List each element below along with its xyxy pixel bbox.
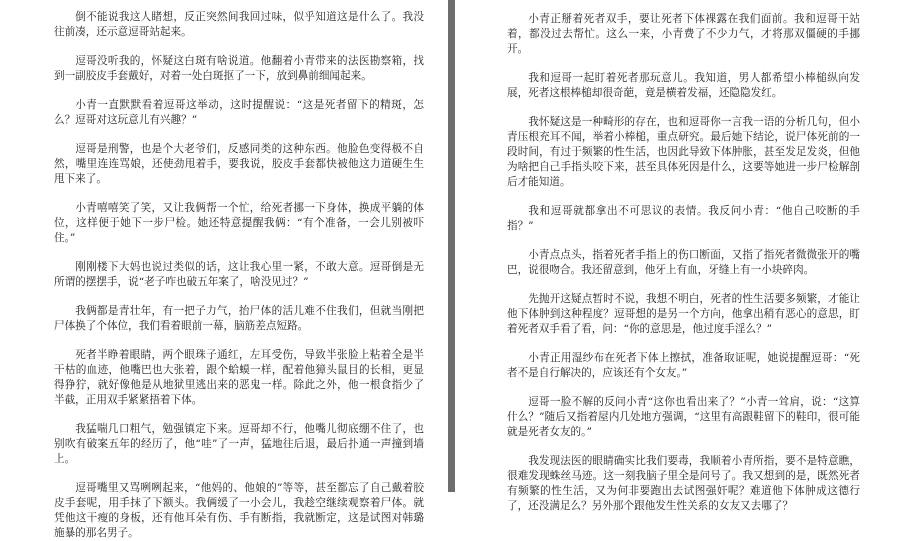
paragraph: 我和逗哥一起盯着死者那玩意儿。我知道，男人都希望小棒槌纵向发展，死者这根棒槌却很奇葩，竟是横着发福，还隐隐发红。 [507, 72, 860, 99]
paragraph: 刚刚楼下大妈也说过类似的话，这让我心里一紧，不敢大意。逗哥倒是无所谓的摆摆手，说“老子咋也破五年案了，啥没见过？” [54, 261, 424, 288]
right-page [455, 0, 900, 512]
paragraph: 小青点点头，指着死者手指上的伤口断面，又指了指死者微微张开的嘴巴，说很吻合。我还留意到，他牙上有血，牙缝上有一小块碎肉。 [507, 249, 860, 276]
paragraph: 我猛喘几口粗气，勉强镇定下来。逗哥却不行，他嘴儿彻底绷不住了，也别吹有破案五年的经历了，他“哇”了一声，猛地往后退，最后扑通一声撞到墙上。 [54, 423, 424, 465]
paragraph: 小青一直默默看着逗哥这举动，这时提醒说：“这是死者留下的精斑，怎么？逗哥对这玩意儿有兴趣？” [54, 99, 424, 126]
paragraph: 逗哥一脸不解的反问小青“这你也看出来了？”小青一耸肩，说：“这算什么？”随后又指着屋内几处地方强调，“这里有高跟鞋留下的鞋印，很可能就是死者女友的。” [507, 396, 860, 438]
paragraph: 小青嘻嘻笑了笑，又让我俩帮一个忙，给死者挪一下身体，换成平躺的体位，这样便于她下一步尸检。她还特意提醒我俩：“有个准备，一会儿别被吓住。” [54, 202, 424, 244]
paragraph: 先抛开这疑点暂时不说，我想不明白，死者的性生活要多频繁，才能让他下体肿到这种程度？逗哥想的是另一个方向，他拿出稍有恶心的意思，盯着死者双手看了看，问：“你的意思是，他过度手淫么？” [507, 293, 860, 335]
paragraph: 倒不能说我这人睹想，反正突然间我回过味，似乎知道这是什么了。我没往前凑，还示意逗哥站起来。 [54, 11, 424, 38]
paragraph: 我怀疑这是一种畸形的存在，也和逗哥你一言我一语的分析几句，但小青压根充耳不闻，举着小棒槌，重点研究。最后她下结论，说尸体死前的一段时间，有过于频繁的性生活，也因此导致下体肿胀，甚至发足发炎，但他为啥把自己手指头咬下来，甚至具体死因是什么，这要等她进一步尸检解剖后才能知道。 [507, 116, 860, 188]
paragraph: 逗哥没听我的，怀疑这白斑有啥说道。他翻着小青带来的法医勘察箱，找到一副胶皮手套戴好，对着一处白斑抠了一下，放到鼻前细闻起来。 [54, 55, 424, 82]
paragraph: 死者半睁着眼睛，两个眼珠子通红，左耳受伤，导致半张脸上粘着全是半干枯的血迹，他嘴巴也大张着，跟个蛤蟆一样，配着他獐头鼠目的长相，更显得狰狞，就好像他是从地狱里逃出来的恶鬼一样。除此之外，他一根食指少了半截，正用双手紧紧捂着下体。 [54, 349, 424, 406]
paragraph: 我俩都是青壮年，有一把子力气，抬尸体的活儿难不住我们，但就当刚把尸体换了个体位，我们看着眼前一幕，脑筋差点短路。 [54, 305, 424, 332]
paragraph: 我发现法医的眼睛确实比我们要毒，我顺着小青所指，要不是特意瞧，很难发现蛛丝马迹。这一刻我脑子里全是问号了。我又想到的是，既然死者有频繁的性生活，又为何非要跑出去试图强奸呢？难道他下体肿成这德行了，还没满足么？另外那个跟他发生性关系的女友又去哪了？ [507, 455, 860, 512]
paragraph: 小青正用湿纱布在死者下体上擦拭，准备取证呢，她说提醒逗哥：“死者不是自行解决的，应该还有个女友。” [507, 352, 860, 379]
page-divider [448, 0, 455, 492]
paragraph: 逗哥嘴里又骂咧咧起来，“他妈的、他娘的”等等，甚至都忘了自己戴着胶皮手套呢，用手抹了下额头。我俩缓了一小会儿，我趁空继续观察着尸体。就凭他这干瘦的身板，还有他耳朵有伤、手有断指，我就断定，这是试图对韩璐施暴的那名男子。 [54, 482, 424, 539]
paragraph: 逗哥是刑警，也是个大老爷们，反感同类的这种东西。他脸色变得极不自然，嘴里连连骂娘，还使劲甩着手，要我说，胶皮手套都快被他这力道硬生生甩下来了。 [54, 143, 424, 185]
paragraph: 我和逗哥就都拿出不可思议的表情。我反问小青：“他自己咬断的手指？” [507, 205, 860, 232]
paragraph: 小青正掰着死者双手，要让死者下体裸露在我们面前。我和逗哥干站着，都没过去帮忙。这么一来，小青费了不少力气，才将那双僵硬的手挪开。 [507, 13, 860, 55]
left-page [0, 0, 448, 539]
